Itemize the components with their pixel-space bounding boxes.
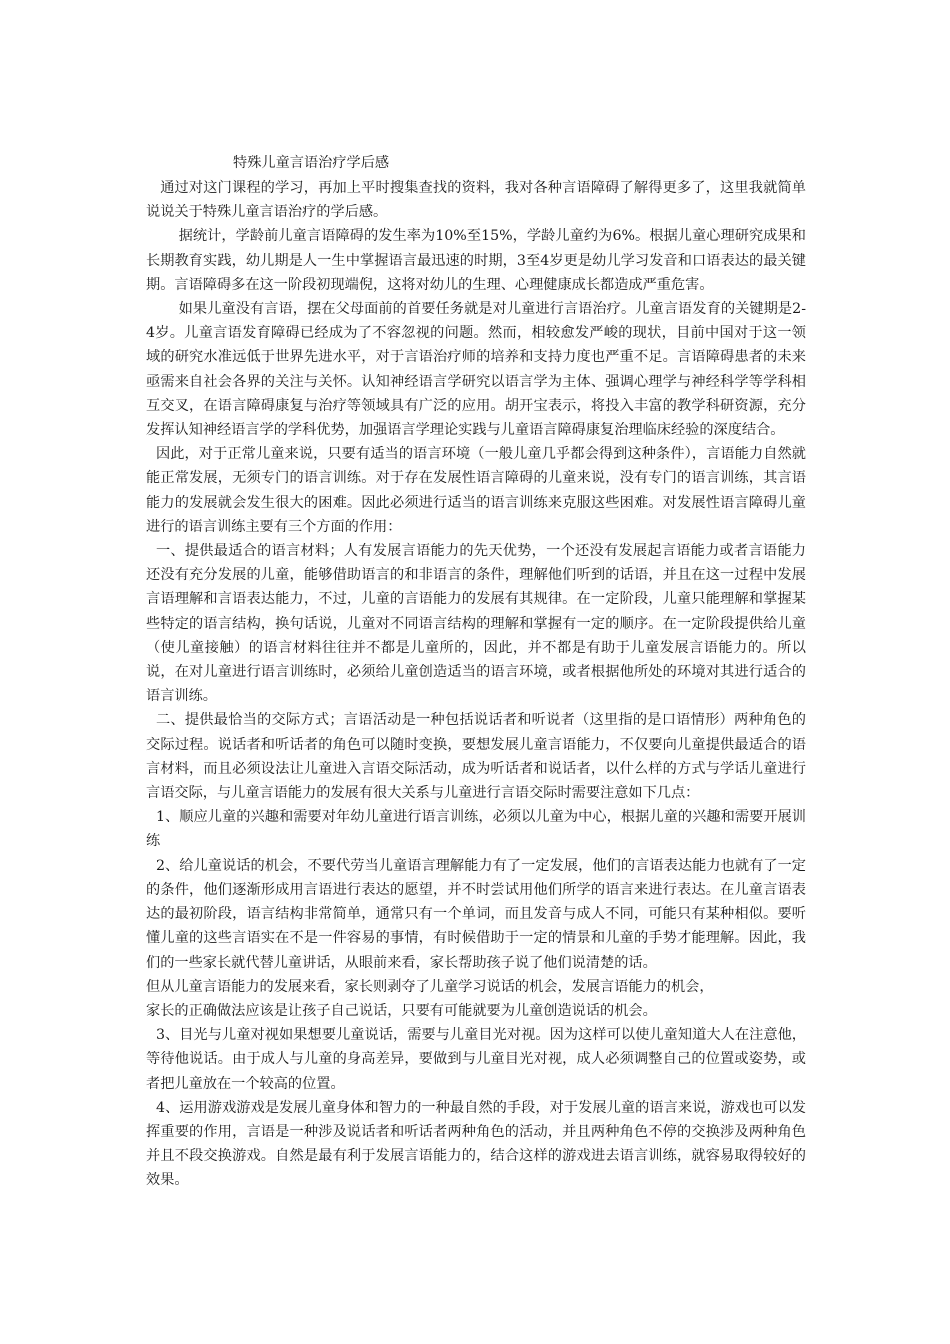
paragraph-parents-2: 家长的正确做法应该是让孩子自己说话，只要有可能就要为儿童创造说话的机会。 <box>146 1002 657 1019</box>
document-title: 特殊儿童言语治疗学后感 <box>233 155 390 171</box>
paragraph-intro: 通过对这门课程的学习，再加上平时搜集查找的资料，我对各种言语障碍了解得更多了，这里我就简单说说关于特殊儿童言语治疗的学后感。 <box>146 180 806 221</box>
paragraph-language-training: 因此，对于正常儿童来说，只要有适当的语言环境（一般儿童几乎都会得到这种条件），言语能力自然就能正常发展，无须专门的语言训练。对于存在发展性语言障碍的儿童来说，没有专门的语言训练，其言语能力的发展就会发生很大的困难。因此必须进行适当的语言训练来克服这些困难。对发展性语言障碍儿童进行的语言训练主要有三个方面的作用： <box>146 446 806 535</box>
list-item-2: 2、给儿童说话的机会，不要代劳当儿童语言理解能力有了一定发展，他们的言语表达能力也就有了一定的条件，他们逐渐形成用言语进行表达的愿望，并不时尝试用他们所学的语言来进行表达。在儿童言语表达的最初阶段，语言结构非常简单，通常只有一个单词，而且发音与成人不同，可能只有某种相似。要听懂儿童的这些言语实在不是一件容易的事情，有时候借助于一定的情景和儿童的手势才能理解。因此，我们的一些家长就代替儿童讲话，从眼前来看，家长帮助孩子说了他们说清楚的话。 <box>146 857 806 971</box>
paragraph-point-one: 一、提供最适合的语言材料；人有发展言语能力的先天优势，一个还没有发展起言语能力或者言语能力还没有充分发展的儿童，能够借助语言的和非语言的条件，理解他们听到的话语，并且在这一过程中发展言语理解和言语表达能力，不过，儿童的言语能力的发展有其规律。在一定阶段，儿童只能理解和掌握某些特定的语言结构，换句话说，儿童对不同语言结构的理解和掌握有一定的顺序。在一定阶段提供给儿童（使儿童接触）的语言材料往往并不都是儿童所的，因此，并不都是有助于儿童发展言语能力的。所以说，在对儿童进行语言训练时，必须给儿童创造适当的语言环境，或者根据他所处的环境对其进行适合的语言训练。 <box>146 543 806 705</box>
list-item-1: 1、顺应儿童的兴趣和需要对年幼儿童进行语言训练，必须以儿童为中心，根据儿童的兴趣和需要开展训练 <box>146 809 806 850</box>
paragraph-statistics: 据统计，学龄前儿童言语障碍的发生率为10%至15%，学龄儿童约为6%。根据儿童心理研究成果和长期教育实践，幼儿期是人一生中掌握语言最迅速的时期，3至4岁更是幼儿学习发音和口语表达的最关键期。言语障碍多在这一阶段初现端倪，这将对幼儿的生理、心理健康成长都造成严重危害。 <box>146 228 806 293</box>
paragraph-point-two: 二、提供最恰当的交际方式；言语活动是一种包括说话者和听说者（这里指的是口语情形）两种角色的交际过程。说话者和听话者的角色可以随时变换，要想发展儿童言语能力，不仅要向儿童提供最适合的语言材料，而且必须设法让儿童进入言语交际活动，成为听话者和说话者，以什么样的方式与学话儿童进行言语交际，与儿童言语能力的发展有很大关系与儿童进行言语交际时需要注意如下几点： <box>146 712 806 802</box>
paragraph-parents-1: 但从儿童言语能力的发展来看，家长则剥夺了儿童学习说话的机会，发展言语能力的机会， <box>146 978 714 995</box>
document-body <box>146 176 806 1193</box>
paragraph-critical-period: 如果儿童没有言语，摆在父母面前的首要任务就是对儿童进行言语治疗。儿童言语发育的关键期是2-4岁。儿童言语发育障碍已经成为了不容忽视的问题。然而，相较愈发严峻的现状，目前中国对于这一领域的研究水准远低于世界先进水平，对于言语治疗师的培养和支持力度也严重不足。言语障碍患者的未来亟需来自社会各界的关注与关怀。认知神经语言学研究以语言学为主体、强调心理学与神经科学等学科相互交叉，在语言障碍康复与治疗等领域具有广泛的应用。胡开宝表示，将投入丰富的教学科研资源，充分发挥认知神经语言学的学科优势，加强语言学理论实践与儿童语言障碍康复治理临床经验的深度结合。 <box>146 301 806 439</box>
list-item-4: 4、运用游戏游戏是发展儿童身体和智力的一种最自然的手段，对于发展儿童的语言来说，游戏也可以发挥重要的作用，言语是一种涉及说话者和听话者两种角色的活动，并且两种角色不停的交换涉及两种角色并且不段交换游戏。自然是最有利于发展言语能力的，结合这样的游戏进去语言训练，就容易取得较好的效果。 <box>146 1099 806 1189</box>
list-item-3: 3、目光与儿童对视如果想要儿童说话，需要与儿童目光对视。因为这样可以使儿童知道大人在注意他，等待他说话。由于成人与儿童的身高差异，要做到与儿童目光对视，成人必须调整自己的位置或姿势，或者把儿童放在一个较高的位置。 <box>146 1027 806 1092</box>
